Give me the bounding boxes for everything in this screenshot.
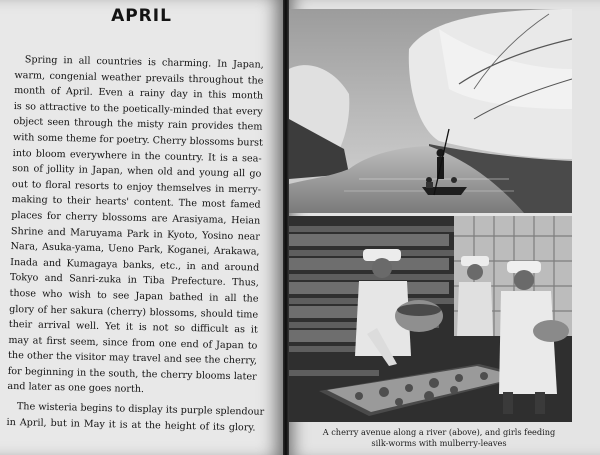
body-text	[6, 52, 264, 436]
text-line: for beginning in the south, the cherry blooms later	[7, 365, 257, 383]
text-line: Nara, Asuka-yama, Ueno Park, Koganei, Arakawa,	[10, 241, 260, 258]
text-line: places for cherry blossoms are Arasiyama, Heian	[11, 209, 261, 227]
text-line: the other the visitor may travel and see the cherry,	[7, 350, 258, 367]
left-page	[0, 0, 283, 455]
text-line: The wisteria begins to display its purple splendour	[16, 401, 265, 418]
text-line: month of April. Even a rainy day in this month	[13, 85, 264, 102]
page-heading: APRIL	[111, 6, 172, 26]
right-page	[289, 0, 600, 455]
caption-line: A cherry avenue along a river (above), and girls feeding	[322, 427, 556, 437]
text-line: Tokyo and Sanri-zuka in Tiba Prefecture. Thus,	[9, 272, 259, 289]
photo-caption	[289, 427, 589, 449]
text-line: making to their hearts' content. The most famed	[11, 194, 261, 211]
text-line: Shrine and Maruyama Park in Kyoto, Yosino near	[10, 225, 260, 243]
text-line: with some theme for poetry. Cherry blossoms burst	[12, 131, 263, 149]
text-line: Inada and Kumagaya banks, etc., in and around	[10, 256, 260, 274]
text-line: into bloom everywhere in the country. It is a sea-	[12, 147, 262, 165]
text-line: may at first seem, since from one end of Japan to	[8, 334, 258, 352]
cherry-avenue-photo	[289, 9, 572, 213]
text-line: is so attractive to the poetically-minded that every	[13, 100, 263, 118]
silkworm-feeding-photo	[289, 216, 572, 422]
text-line: their arrival well. Yet it is not so difficult as it	[8, 319, 258, 336]
text-line: those who wish to see Japan bathed in all the	[9, 287, 259, 305]
text-line: object seen through the misty rain provides them	[13, 116, 263, 134]
text-line: glory of her sakura (cherry) blossoms, should time	[9, 303, 259, 321]
caption-line: silk-worms with mulberry-leaves	[371, 438, 507, 448]
text-line: Spring in all countries is charming. In Japan,	[24, 54, 264, 71]
text-line: warm, congenial weather prevails throughout the	[14, 69, 264, 87]
text-line: and later as one goes north.	[7, 381, 145, 396]
text-line: out to floral resorts to enjoy themselves in merry-	[11, 178, 262, 196]
text-line: son of jollity in Japan, when old and young all go	[12, 163, 262, 180]
text-line: in April, but in May it is at the height of its glory.	[6, 416, 256, 434]
